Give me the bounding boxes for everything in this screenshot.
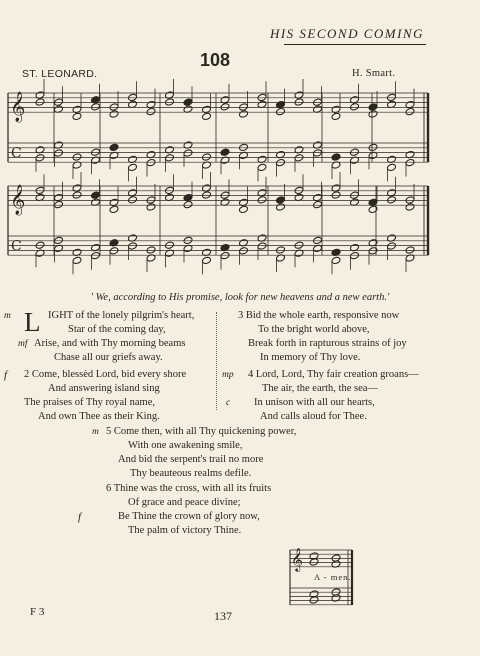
note-head xyxy=(313,200,323,208)
note-head xyxy=(368,247,378,255)
verse-line: And bid the serpent's trail no more xyxy=(118,454,264,466)
note-head xyxy=(54,98,64,106)
note-head xyxy=(35,241,45,249)
note-head xyxy=(91,191,101,199)
note-head xyxy=(109,110,119,118)
drop-cap: L xyxy=(24,307,41,337)
verse-line: The air, the earth, the sea— xyxy=(262,383,378,395)
note-head xyxy=(91,103,101,111)
note-head xyxy=(294,154,304,162)
note-head xyxy=(35,98,45,106)
note-head xyxy=(183,200,193,208)
note-head xyxy=(72,256,82,264)
verse-line: With one awakening smile, xyxy=(128,440,243,452)
note-head xyxy=(54,149,64,157)
verse-2 xyxy=(4,368,187,424)
hymn-number: 108 xyxy=(199,50,231,70)
treble-clef: 𝄞 xyxy=(10,185,26,216)
verse-line: And answering island sing xyxy=(48,383,160,395)
page-number: 137 xyxy=(214,609,232,623)
verse-line: And calls aloud for Thee. xyxy=(260,411,367,423)
scripture-epigraph: ' We, according to His promise, look for new heavens and a new earth.' xyxy=(90,292,390,303)
verse-line: f 2 Come, blessèd Lord, bid every shore xyxy=(4,369,187,381)
note-head xyxy=(165,186,175,194)
note-head xyxy=(405,196,415,204)
verse-4 xyxy=(222,368,419,424)
note-head xyxy=(239,110,249,118)
printer-signature: F 3 xyxy=(30,606,45,618)
note-head xyxy=(387,242,397,250)
verse-line: Chase all our griefs away. xyxy=(54,352,163,364)
note-head xyxy=(257,196,267,204)
column-divider xyxy=(216,312,218,410)
note-head xyxy=(387,196,397,204)
note-head xyxy=(294,186,304,194)
note-head xyxy=(387,163,397,171)
amen-label: A - men. xyxy=(314,572,352,582)
note-head xyxy=(276,107,286,115)
note-head xyxy=(350,251,360,259)
note-head xyxy=(72,112,82,120)
note-head xyxy=(313,149,323,157)
note-head xyxy=(257,242,267,250)
verse-line: Of grace and peace divine; xyxy=(128,497,241,509)
note-head xyxy=(202,191,212,199)
note-head xyxy=(128,93,138,101)
note-head xyxy=(350,103,360,111)
note-head xyxy=(239,247,249,255)
note-head xyxy=(294,98,304,106)
note-head xyxy=(405,158,415,166)
verse-line: mf Arise, and with Thy morning beams xyxy=(18,338,186,350)
tune-name: ST. LEONARD. xyxy=(22,68,98,80)
note-head xyxy=(331,191,341,199)
note-head xyxy=(128,242,138,250)
note-head xyxy=(146,107,156,115)
note-head xyxy=(331,112,341,120)
note-head xyxy=(313,98,323,106)
verse-line: m IGHT of the lonely pilgrim's heart, xyxy=(4,310,195,321)
verse-line: The palm of victory Thine. xyxy=(128,525,242,537)
note-head xyxy=(239,205,249,213)
note-head xyxy=(257,163,267,171)
note-head xyxy=(35,186,45,194)
note-head xyxy=(91,251,101,259)
note-head xyxy=(368,103,378,111)
verse-line: Star of the coming day, xyxy=(68,324,166,336)
verse-line: 6 Thine was the cross, with all its fruits xyxy=(106,483,272,494)
note-head xyxy=(109,247,119,255)
note-head xyxy=(405,203,415,211)
note-head xyxy=(350,148,360,156)
note-head xyxy=(109,103,119,111)
common-time: C xyxy=(11,145,22,162)
note-head xyxy=(220,148,230,156)
note-head xyxy=(202,112,212,120)
note-head xyxy=(257,93,267,101)
note-head xyxy=(146,246,156,254)
note-head xyxy=(350,191,360,199)
composer: H. Smart. xyxy=(352,68,396,79)
note-head xyxy=(368,205,378,213)
note-head xyxy=(294,241,304,249)
note-head xyxy=(405,246,415,254)
verse-3 xyxy=(238,309,407,365)
note-head xyxy=(239,103,249,111)
note-head xyxy=(313,236,323,244)
note-head xyxy=(183,149,193,157)
note-head xyxy=(72,153,82,161)
note-head xyxy=(109,143,119,151)
note-head xyxy=(202,153,212,161)
note-head xyxy=(276,246,286,254)
verse-line: And own Thee as their King. xyxy=(38,411,160,423)
verse-line: mp 4 Lord, Lord, Thy fair creation groans— xyxy=(222,369,419,380)
verse-line: In memory of Thy love. xyxy=(260,352,361,364)
note-head xyxy=(331,256,341,264)
treble-clef: 𝄞 xyxy=(10,92,26,123)
note-head xyxy=(387,93,397,101)
note-head xyxy=(109,205,119,213)
note-head xyxy=(331,153,341,161)
note-head xyxy=(183,98,193,106)
note-head xyxy=(146,196,156,204)
note-head xyxy=(220,191,230,199)
note-head xyxy=(276,203,286,211)
note-head xyxy=(146,203,156,211)
common-time: C xyxy=(11,238,22,255)
note-head xyxy=(220,103,230,111)
note-head xyxy=(146,158,156,166)
note-head xyxy=(54,200,64,208)
treble-clef: 𝄞 xyxy=(291,547,303,571)
note-head xyxy=(35,154,45,162)
verse-line: m 5 Come then, with all Thy quickening power, xyxy=(92,426,297,437)
note-head xyxy=(165,241,175,249)
verse-6 xyxy=(78,482,272,538)
section-header: HIS SECOND COMING xyxy=(269,26,424,41)
note-head xyxy=(276,158,286,166)
note-head xyxy=(368,143,378,151)
note-head xyxy=(72,191,82,199)
note-head xyxy=(183,236,193,244)
verse-1 xyxy=(4,309,195,365)
note-head xyxy=(128,163,138,171)
verse-line: The praises of Thy royal name, xyxy=(24,397,156,409)
note-head xyxy=(128,196,138,204)
verse-line: c In unison with all our hearts, xyxy=(226,397,375,409)
note-head xyxy=(202,256,212,264)
note-head xyxy=(368,110,378,118)
verse-line: Thy beauteous realms defile. xyxy=(130,468,252,480)
note-head xyxy=(165,98,175,106)
note-head xyxy=(276,196,286,204)
verse-5 xyxy=(92,425,297,481)
verse-line: f Be Thine the crown of glory now, xyxy=(78,511,260,524)
verse-line: 3 Bid the whole earth, responsive now xyxy=(238,310,400,321)
note-head xyxy=(405,107,415,115)
note-head xyxy=(165,154,175,162)
note-head xyxy=(54,236,64,244)
verse-line: Break forth in rapturous strains of joy xyxy=(248,338,407,350)
note-head xyxy=(239,143,249,151)
note-head xyxy=(91,148,101,156)
note-head xyxy=(220,251,230,259)
verse-line: To the bright world above, xyxy=(258,324,370,336)
